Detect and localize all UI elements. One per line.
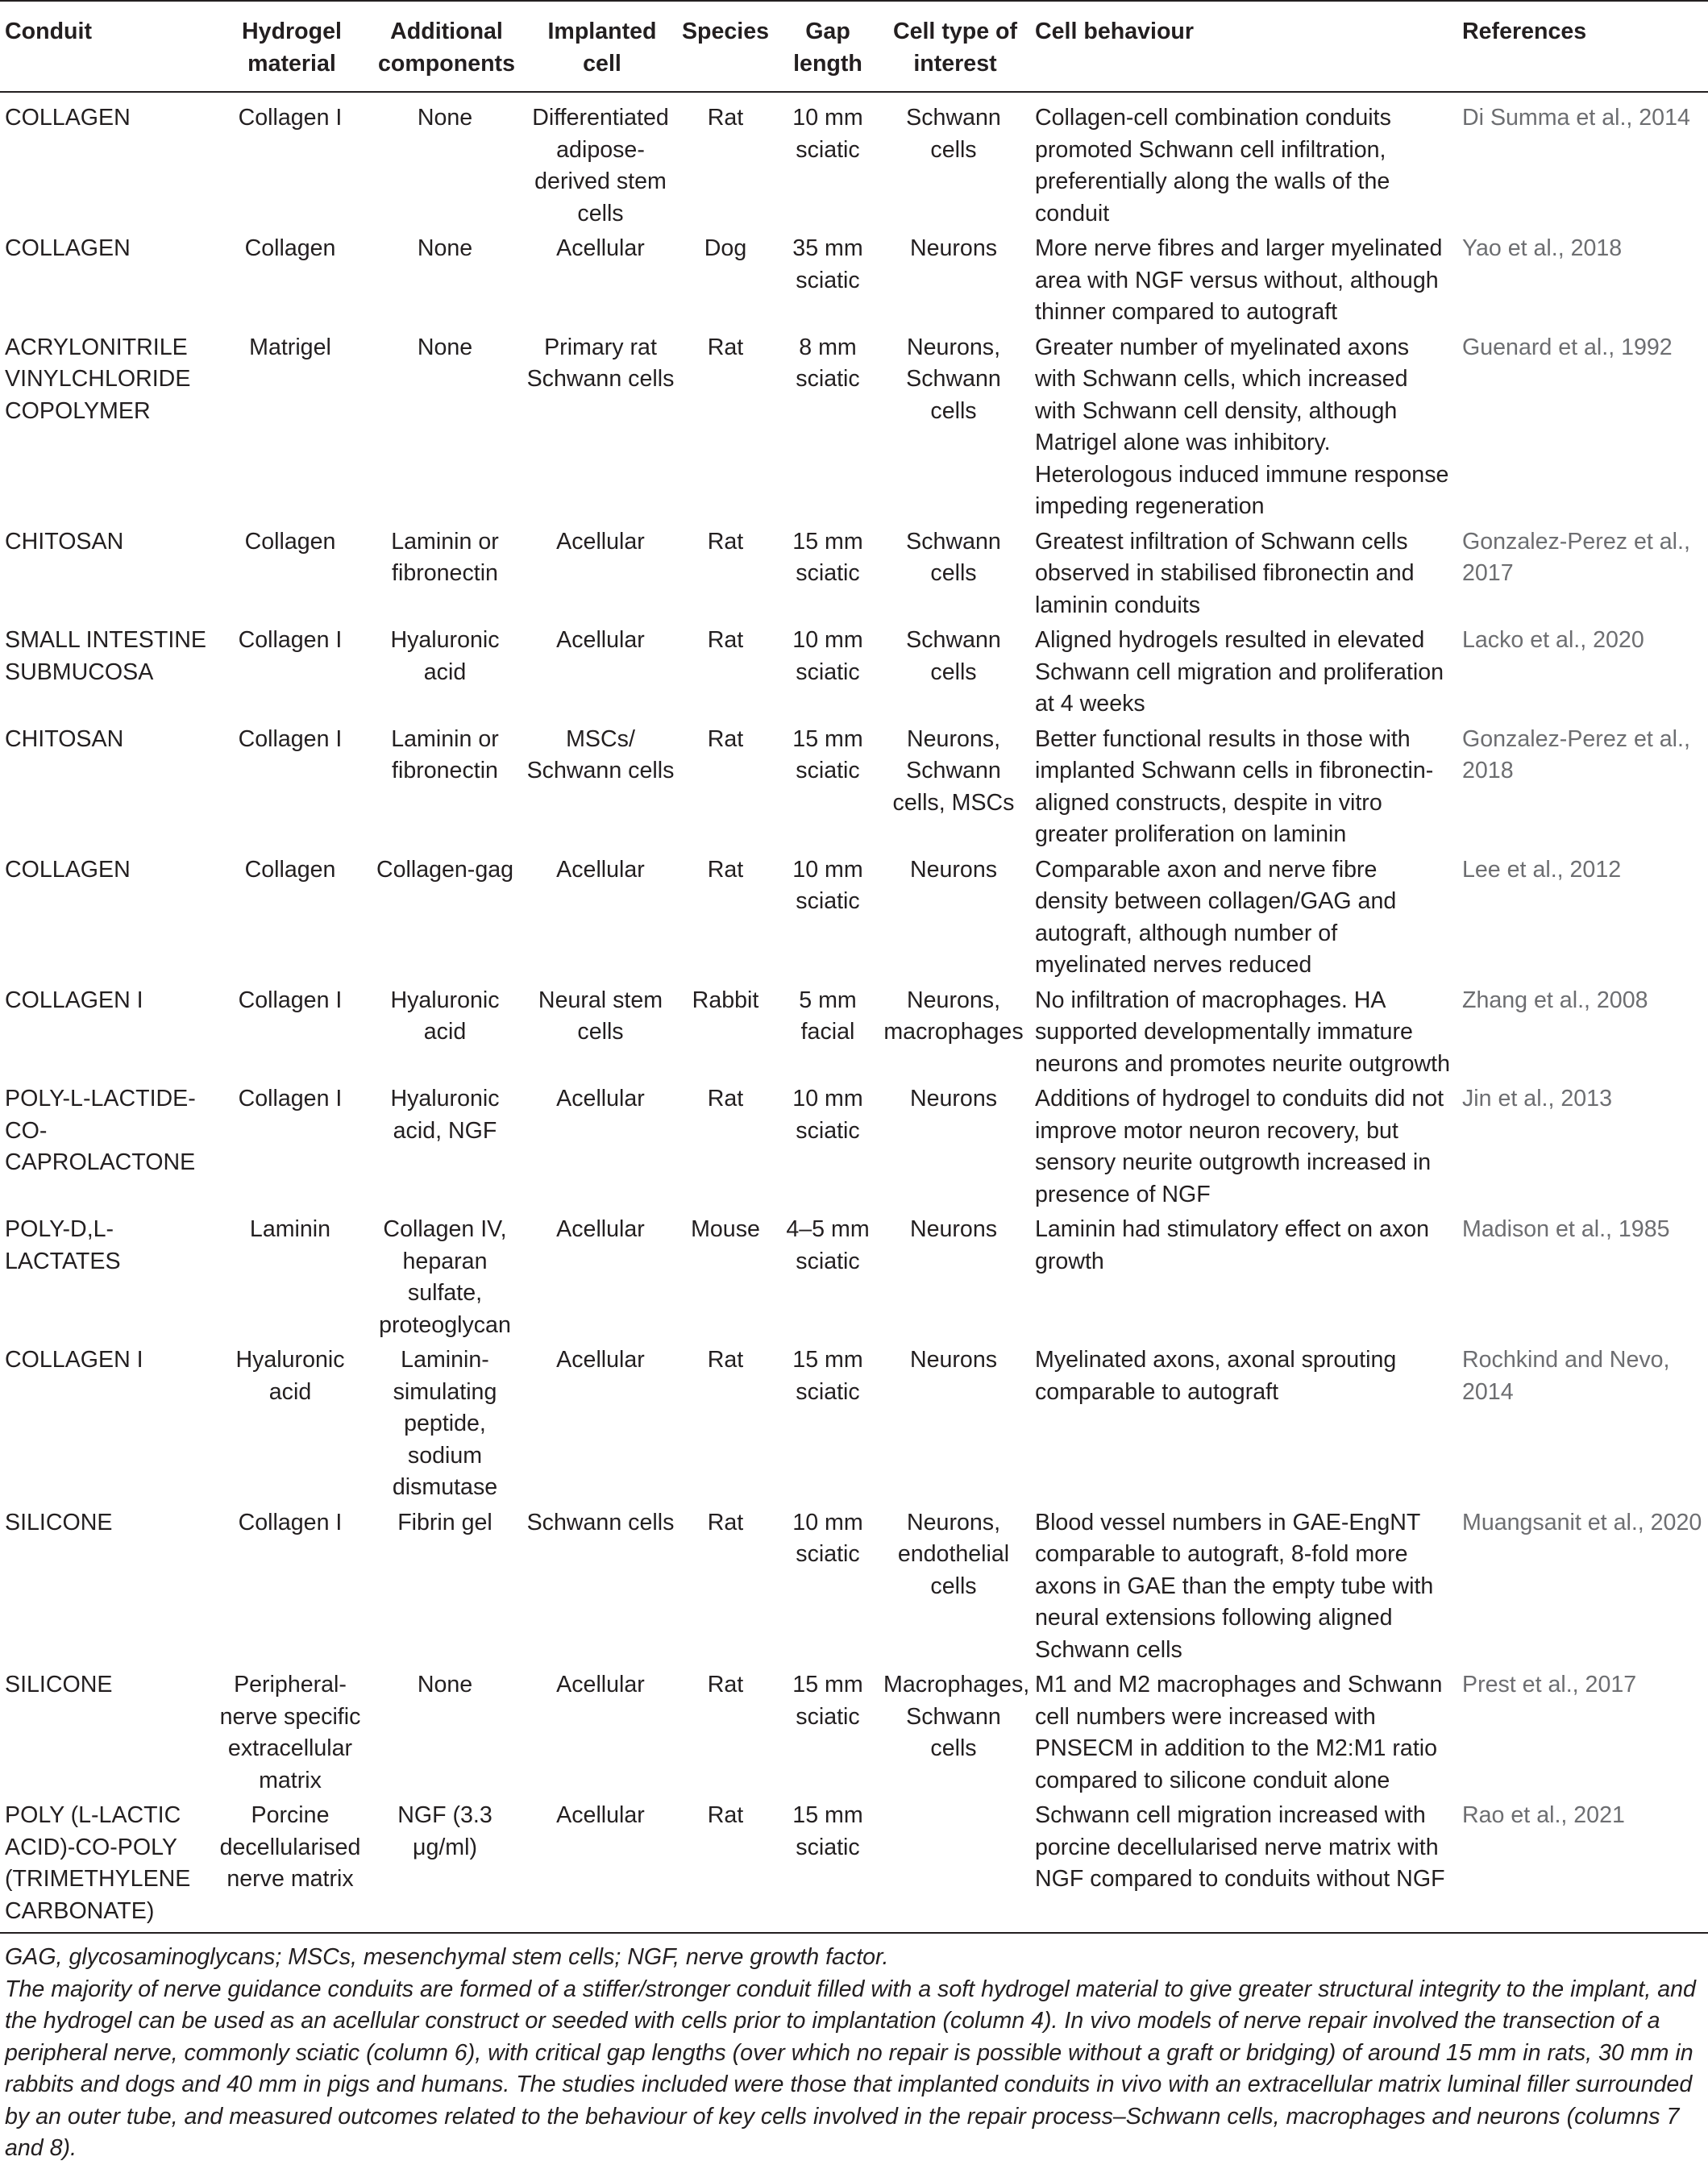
table-cell: 10 mm sciatic [792,105,863,163]
table-cell: Neurons, macrophages [883,987,1024,1045]
table-cell: Gonzalez-Perez et al., 2017 [1462,528,1690,586]
table-cell: Muangsanit et al., 2020 [1462,1509,1702,1535]
table-cell: Rabbit [692,987,759,1013]
table-row [0,231,1708,330]
table-cell: Zhang et al., 2008 [1462,987,1648,1013]
table-cell: Lacko et al., 2020 [1462,627,1644,653]
table-cell: Acellular [556,1802,645,1828]
table-cell: Collagen I [238,1509,343,1535]
table-cell: Schwann cells [906,627,1001,685]
table-cell: 8 mm sciatic [796,334,860,392]
table-cell: Jin et al., 2013 [1462,1086,1612,1112]
column-header: Species [681,19,770,44]
column-header: Hydrogel material [242,19,342,77]
table-cell: Greater number of myelinated axons with Schwann cells, which increased with Schwann cell density, although Matrigel alone was inhibitory. Heterologous induced immune response impeding regeneration [1035,334,1449,519]
table-cell: Porcine decellularised nerve matrix [219,1802,361,1892]
table-cell: None [417,334,473,360]
table-cell: 10 mm sciatic [792,1086,863,1144]
table-cell: Schwann cells [906,528,1001,586]
table-cell: Neurons, Schwann cells, MSCs [892,725,1015,816]
table-cell: COLLAGEN I [5,1347,143,1373]
table-cell: POLY-L-LACTIDE-CO-CAPROLACTONE [5,1086,196,1175]
table-cell: Acellular [556,1086,645,1112]
table-row [0,853,1708,983]
table-header [0,1,1708,92]
table-cell: Acellular [556,856,645,883]
table-cell: 15 mm sciatic [792,1672,863,1730]
description-note: The majority of nerve guidance conduits are formed of a stiffer/stronger conduit filled with a soft hydrogel material to give greater structural integrity to the implant, and the hydrogel can be used as an acellular construct or seeded with cells prior to implantation (column 4). In vivo models of nerve repair involved the transection of a peripheral nerve, commonly sciatic (column 6), with critical gap lengths (over which no repair is possible without a graft or bridging) of around 15 mm in rats, 30 mm in rabbits and dogs and 40 mm in pigs and humans. The studies included were those that implanted conduits in vivo with an extracellular matrix luminal filler surrounded by an outer tube, and measured outcomes related to the behaviour of key cells involved in the repair process–Schwann cells, macrophages and neurons (columns 7 and 8). [5,1976,1696,2161]
table-cell: 10 mm sciatic [792,627,863,685]
table-cell: Acellular [556,1347,645,1373]
table-cell: NGF (3.3 μg/ml) [397,1802,492,1860]
table-cell: Dog [704,235,747,261]
table-cell: Differentiated adipose-derived stem cells [532,105,669,226]
table-cell: Matrigel [249,334,331,360]
table-cell: M1 and M2 macrophages and Schwann cell numbers were increased with PNSECM in addition to the M2:M1 ratio compared to silicone conduit alone [1035,1672,1443,1793]
table-cell: Rat [707,1802,744,1828]
table-cell: Hyaluronic acid [390,627,500,685]
table-cell: 10 mm sciatic [792,1509,863,1567]
column-header: Cell type of interest [892,19,1018,77]
table-cell: Aligned hydrogels resulted in elevated Schwann cell migration and proliferation at 4 weeks [1035,627,1444,717]
table-cell: None [417,1672,473,1698]
table-cell: Di Summa et al., 2014 [1462,105,1690,131]
table-cell: Collagen-gag [376,856,514,883]
table-cell: Collagen [244,856,336,883]
table-cell: Hyaluronic acid, NGF [390,1086,500,1144]
table-cell: Fibrin gel [397,1509,492,1535]
table-cell: Prest et al., 2017 [1462,1672,1637,1698]
table-cell: POLY (L-LACTIC ACID)-CO-POLY (TRIMETHYLENE CARBONATE) [5,1802,191,1924]
table-cell: Neurons, endothelial cells [897,1509,1010,1599]
column-header: Gap length [793,19,862,77]
table-row [0,1668,1708,1798]
table-row [0,983,1708,1082]
table-cell: Collagen [244,528,336,555]
table-cell: Collagen-cell combination conduits promoted Schwann cell infiltration, preferentially along the walls of the conduit [1035,105,1391,226]
table-cell: Acellular [556,1672,645,1698]
table-cell: COLLAGEN I [5,987,143,1013]
table-cell: Rat [707,725,744,752]
table-cell: Rao et al., 2021 [1462,1802,1625,1828]
table-cell: POLY-D,L-LACTATES [5,1216,121,1274]
table-cell: Rat [707,1509,744,1535]
table-cell: Macrophages, Schwann cells [883,1672,1030,1761]
table-cell: Mouse [691,1216,760,1242]
table-cell: COLLAGEN [5,105,131,131]
table-cell: Laminin had stimulatory effect on axon growth [1035,1216,1430,1274]
table-row [0,1798,1708,1933]
table-cell: Neurons [909,235,998,261]
table-cell: Laminin-simulating peptide, sodium dismutase [392,1347,498,1500]
table-cell: More nerve fibres and larger myelinated area with NGF versus without, although thinner compared to autograft [1035,235,1443,325]
table-row [0,1506,1708,1668]
table-cell: Primary rat Schwann cells [526,334,675,392]
table-cell: Blood vessel numbers in GAE-EngNT comparable to autograft, 8-fold more axons in GAE than the empty tube with neural extensions following aligned Schwann cells [1035,1509,1434,1663]
table-cell: Madison et al., 1985 [1462,1216,1670,1242]
table-row [0,92,1708,231]
table-cell: CHITOSAN [5,725,124,752]
abbreviations-note: GAG, glycosaminoglycans; MSCs, mesenchymal stem cells; NGF, nerve growth factor. [5,1944,889,1970]
table-cell: 15 mm sciatic [792,1347,863,1405]
table-cell: 10 mm sciatic [792,856,863,914]
table-cell: Gonzalez-Perez et al., 2018 [1462,725,1690,783]
table-cell: Collagen I [238,1086,343,1112]
table-cell: ACRYLONITRILE VINYLCHLORIDE COPOLYMER [5,334,191,424]
table-cell: Guenard et al., 1992 [1462,334,1673,360]
table-cell [883,1798,1027,1933]
column-header: Implanted cell [547,19,657,77]
table-cell: 15 mm sciatic [792,1802,863,1860]
table-cell: None [417,105,473,131]
table-cell: Collagen I [238,987,343,1013]
table-cell: Schwann cells [526,1509,675,1535]
table-cell: Neurons [909,1347,998,1373]
table-notes [0,1942,1708,2165]
table-cell: SILICONE [5,1509,113,1535]
table-cell: Rat [707,334,744,360]
table-cell: Collagen [244,235,336,261]
table-cell: Laminin or fibronectin [391,528,499,586]
table-row [0,623,1708,722]
table-cell: Rat [707,528,744,555]
table-cell: Neurons [909,1086,998,1112]
table-cell: Laminin [249,1216,331,1242]
table-cell: No infiltration of macrophages. HA supported developmentally immature neurons and promotes neurite outgrowth [1035,987,1451,1077]
header-row [0,1,1708,92]
table-cell: Hyaluronic acid [235,1347,345,1405]
table-cell: Lee et al., 2012 [1462,856,1622,883]
table-row [0,330,1708,525]
table-cell: Peripheral-nerve specific extracellular matrix [219,1672,361,1793]
table-cell: Collagen I [238,627,343,653]
table-cell: COLLAGEN [5,856,131,883]
table-row [0,722,1708,853]
table-cell: CHITOSAN [5,528,124,555]
table-body [0,92,1708,1933]
table-row [0,525,1708,624]
table-cell: 15 mm sciatic [792,725,863,783]
table-cell: Comparable axon and nerve fibre density between collagen/GAG and autograft, although number of myelinated nerves reduced [1035,856,1397,978]
table-cell: COLLAGEN [5,235,131,261]
table-cell: Rat [707,105,744,131]
table-cell: Acellular [556,235,645,261]
table-cell: Greatest infiltration of Schwann cells observed in stabilised fibronectin and laminin conduits [1035,528,1415,618]
table-cell: Neurons [909,1216,998,1242]
table-cell: 15 mm sciatic [792,528,863,586]
table-cell: Neural stem cells [538,987,663,1045]
table-row [0,1343,1708,1506]
table-cell: Rat [707,627,744,653]
table-cell: Collagen I [238,105,343,131]
column-header: Additional components [378,19,515,77]
table-cell: Acellular [556,1216,645,1242]
table-row [0,1212,1708,1343]
table-cell: 35 mm sciatic [792,235,863,293]
table-cell: Collagen IV, heparan sulfate, proteoglycan [379,1216,511,1338]
column-header: Conduit [5,19,92,44]
table-cell: Rat [707,1672,744,1698]
table-cell: Laminin or fibronectin [391,725,499,783]
table-cell: Collagen I [238,725,343,752]
table-cell: Rat [707,856,744,883]
table-cell: SILICONE [5,1672,113,1698]
table-cell: Additions of hydrogel to conduits did not improve motor neuron recovery, but sensory neurite outgrowth increased in presence of NGF [1035,1086,1444,1207]
table-cell: 4–5 mm sciatic [786,1216,870,1274]
table-cell: None [417,235,473,261]
table-cell: Rat [707,1086,744,1112]
table-cell: Myelinated axons, axonal sprouting comparable to autograft [1035,1347,1397,1405]
table-cell: MSCs/ Schwann cells [526,725,675,783]
table-cell: Schwann cells [906,105,1001,163]
table-cell: Rat [707,1347,744,1373]
table-cell: Rochkind and Nevo, 2014 [1462,1347,1670,1405]
table-row [0,1082,1708,1212]
table-cell: Hyaluronic acid [390,987,500,1045]
column-header: Cell behaviour [1035,19,1195,44]
table-cell: Better functional results in those with implanted Schwann cells in fibronectin-aligned constructs, despite in vitro greater proliferation on laminin [1035,725,1434,847]
table-cell: Acellular [556,528,645,555]
table-cell: 5 mm facial [799,987,857,1045]
table-cell: Schwann cell migration increased with porcine decellularised nerve matrix with NGF compared to conduits without NGF [1035,1802,1445,1892]
table-cell: Yao et al., 2018 [1462,235,1623,261]
column-header: References [1462,19,1587,44]
table-cell: Acellular [556,627,645,653]
table-cell: SMALL INTESTINE SUBMUCOSA [5,627,206,685]
table-cell: Neurons [909,856,998,883]
table-cell: Neurons, Schwann cells [906,334,1001,424]
